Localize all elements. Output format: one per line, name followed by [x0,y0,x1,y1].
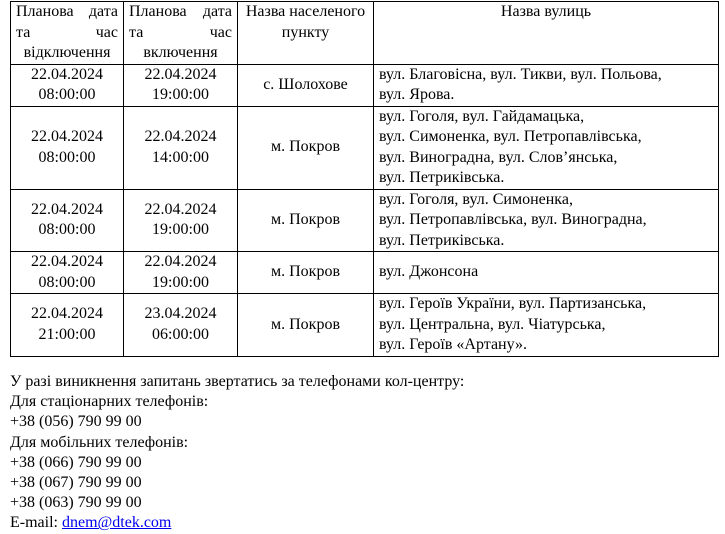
settlement-cell [238,189,374,252]
street-line: вул. Петриківська. [379,231,505,249]
landline-phone: +38 (056) 790 99 00 [10,413,142,431]
on-time: 14:00:00 [152,148,209,166]
off-date: 22.04.2024 [31,200,103,218]
settlement-cell [238,294,374,357]
settlement-name: с. Шолохове [263,75,348,93]
on-date: 22.04.2024 [144,65,217,83]
off-time: 08:00:00 [38,148,96,166]
street-line: вул. Симоненка, вул. Петропавлівська, [379,128,642,145]
contact-info [10,372,464,534]
street-line: вул. Гоголя, вул. Симоненка, [379,190,573,208]
on-datetime-cell [124,106,238,189]
on-date: 23.04.2024 [144,305,217,323]
on-time: 19:00:00 [152,273,209,291]
on-datetime-cell [124,294,238,357]
off-datetime-cell [11,106,124,189]
off-date: 22.04.2024 [31,128,103,145]
settlement-cell [238,252,374,294]
on-time: 06:00:00 [152,325,209,343]
on-datetime-cell [124,252,238,294]
street-line: вул. Виноградна, вул. Слов’янська, [379,148,618,166]
off-date: 22.04.2024 [31,305,103,323]
table-row [11,106,719,189]
street-line: вул. Героїв України, вул. Партизанська, [379,295,647,312]
street-line: вул. Ярова. [379,86,455,103]
off-time: 08:00:00 [38,273,96,291]
on-datetime-cell [124,189,238,252]
mobile-phone: +38 (067) 790 99 00 [10,474,142,492]
streets-cell [374,64,719,106]
table-header-row [11,2,719,65]
off-time: 21:00:00 [38,325,96,343]
streets-cell [374,189,719,252]
mobile-label: Для мобільних телефонів: [10,433,189,451]
settlement-name: м. Покров [270,315,340,333]
street-line: вул. Петриківська. [379,169,505,186]
off-datetime-cell [11,64,124,106]
email-link[interactable]: dnem@dtek.com [61,514,172,532]
table-row [11,294,719,357]
street-line: вул. Героїв «Артану». [379,336,528,353]
streets-cell [374,294,719,357]
street-line: вул. Центральна, вул. Чіатурська, [379,315,606,333]
contact-intro: У разі виникнення запитань звертатись за телефонами кол-центру: [10,373,465,390]
settlement-cell [238,106,374,189]
off-datetime-cell [11,294,124,357]
settlement-name: м. Покров [270,138,340,156]
off-time: 08:00:00 [38,221,96,239]
streets-cell [374,252,719,294]
off-datetime-cell [11,189,124,252]
settlement-name: м. Покров [270,263,340,281]
on-date: 22.04.2024 [144,200,217,218]
table-row [11,64,719,106]
street-line: вул. Джонсона [379,263,479,281]
street-line: вул. Петропавлівська, вул. Виноградна, [379,211,647,228]
header-settlement: Назва населеного пункту [238,2,374,65]
header-on-datetime: Планова дата та час включення [124,2,238,65]
mobile-phone: +38 (063) 790 99 00 [10,494,142,512]
table-row [11,189,719,252]
on-date: 22.04.2024 [144,253,217,270]
header-off-datetime: Планова дата та час відключення [11,2,124,65]
street-line: вул. Гоголя, вул. Гайдамацька, [379,107,585,125]
streets-cell [374,106,719,189]
street-line: вул. Благовісна, вул. Тикви, вул. Польова, [379,65,662,83]
mobile-phone: +38 (066) 790 99 00 [10,453,142,471]
email-label: E-mail: [10,514,58,532]
landline-label: Для стаціонарних телефонів: [10,393,209,411]
header-streets: Назва вулиць [374,2,719,65]
settlement-name: м. Покров [270,211,340,228]
table-row [11,252,719,294]
on-date: 22.04.2024 [144,128,217,145]
outage-schedule-table [10,1,719,357]
off-datetime-cell [11,252,124,294]
off-time: 08:00:00 [38,86,96,103]
on-time: 19:00:00 [152,221,209,239]
settlement-cell [238,64,374,106]
on-time: 19:00:00 [152,86,209,103]
on-datetime-cell [124,64,238,106]
off-date: 22.04.2024 [31,65,103,83]
off-date: 22.04.2024 [31,253,103,270]
